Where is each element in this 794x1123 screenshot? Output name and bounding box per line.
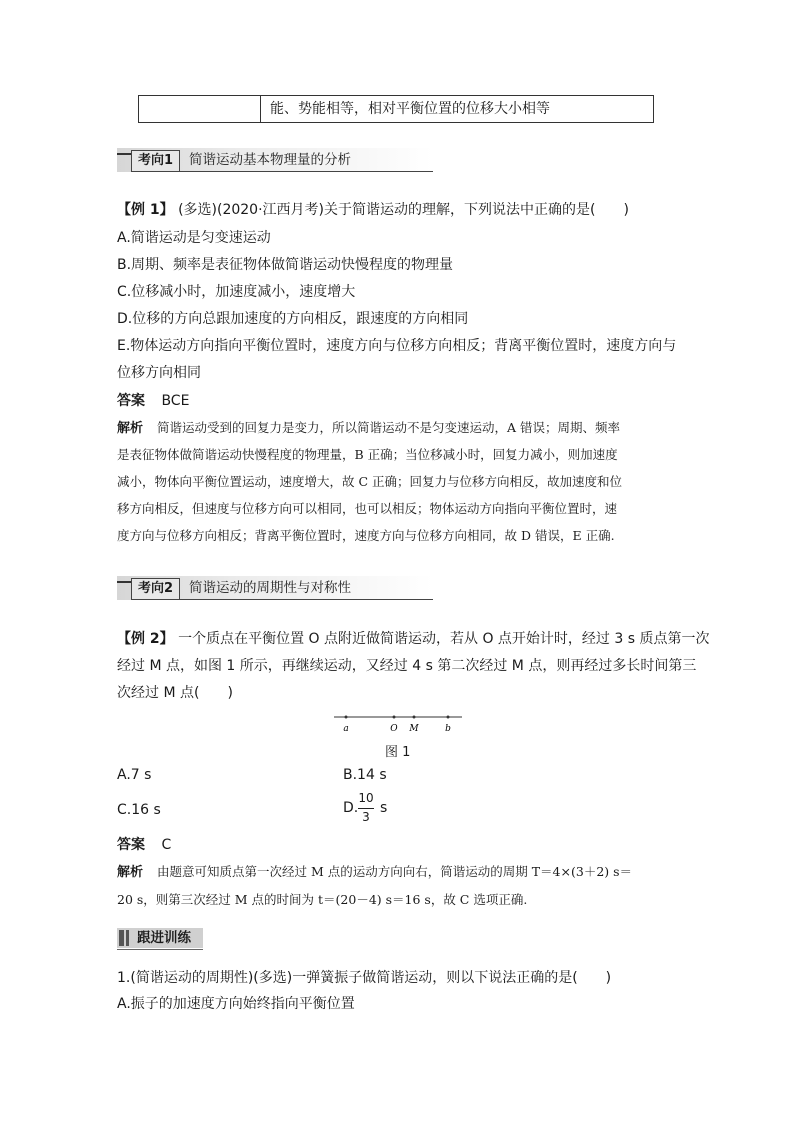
answer-label: 答案 [117,837,145,853]
example-1-question [117,200,629,220]
example-2-question [117,629,709,649]
option-a: A.7 s [117,767,152,783]
section-header-2 [117,576,433,602]
option-b: B.14 s [343,767,387,783]
section-header-bar [117,153,131,155]
followup-option-a: A.振子的加速度方向始终指向平衡位置 [117,996,355,1012]
solution-label: 解析 [117,421,144,436]
table-cell-text: 能、势能相等，相对平衡位置的位移大小相等 [270,101,550,117]
point-a-label: a [343,724,349,734]
fraction-numerator: 10 [358,791,374,805]
answer-row [117,835,171,855]
option-c: C.位移减小时，加速度减小，速度增大 [117,284,356,300]
section-tag: 考向1 [131,150,180,172]
followup-title: 跟进训练 [137,930,191,946]
option-d-unit: s [380,800,388,816]
point-a-marker [345,716,348,719]
point-o-marker [393,716,396,719]
followup-question-1: 1.(简谐运动的周期性)(多选)一弹簧振子做简谐运动，则以下说法正确的是( ) [117,970,612,986]
solution-line [117,418,620,439]
option-c: C.16 s [117,802,161,818]
question-text: 经过 M 点，如图 1 所示，再继续运动，又经过 4 s 第二次经过 M 点，则再经过多长时间第三 [117,658,697,674]
figure-caption: 图 1 [385,745,411,760]
section-title: 简谐运动的周期性与对称性 [189,580,351,596]
option-d-prefix: D. [343,800,359,816]
solution-line: 是表征物体做简谐运动快慢程度的物理量，B 正确；当位移减小时，回复力减小，则加速度 [117,447,618,462]
followup-bar-icon [126,930,129,946]
point-m-label: M [409,724,419,734]
followup-bar-icon [119,930,124,946]
point-b-marker [447,716,450,719]
option-d [343,790,403,830]
question-text: 次经过 M 点( ) [117,685,233,701]
fraction-denominator: 3 [362,810,370,824]
option-e-continued: 位移方向相同 [117,365,201,381]
answer-row [117,391,189,411]
point-b-label: b [445,724,451,734]
solution-line: 度方向与位移方向相反；背离平衡位置时，速度方向与位移方向相同，故 D 错误，E 正确. [117,528,615,543]
example-label: 【例 1】 [117,202,174,218]
followup-underline [117,949,203,950]
question-text: (多选)(2020·江西月考)关于简谐运动的理解，下列说法中正确的是( ) [178,202,629,218]
section-header-bar [117,581,131,583]
solution-line: 移方向相反，但速度与位移方向可以相同，也可以相反；物体运动方向指向平衡位置时，速 [117,501,618,516]
option-b: B.周期、频率是表征物体做简谐运动快慢程度的物理量 [117,257,454,273]
section-title: 简谐运动基本物理量的分析 [189,152,351,168]
point-o-label: O [390,724,398,734]
answer-value: BCE [161,393,190,409]
solution-line: 减小，物体向平衡位置运动，速度增大，故 C 正确；回复力与位移方向相反，故加速度和位 [117,474,623,489]
solution-text: 由题意可知质点第一次经过 M 点的运动方向向右，简谐运动的周期 T＝4×(3＋2) s＝ [157,864,633,879]
answer-label: 答案 [117,393,145,409]
fraction-bar [358,808,374,809]
option-d: D.位移的方向总跟加速度的方向相反，跟速度的方向相同 [117,311,469,327]
section-tag: 考向2 [131,578,180,600]
summary-table-row [138,95,654,123]
option-e: E.物体运动方向指向平衡位置时，速度方向与位移方向相反；背离平衡位置时，速度方向与 [117,338,677,354]
solution-label: 解析 [117,865,144,880]
solution-line: 20 s，则第三次经过 M 点的时间为 t＝(20－4) s＝16 s，故 C 选项正确. [117,892,528,907]
solution-line [117,862,632,883]
section-header-1 [117,148,433,174]
point-m-marker [413,716,416,719]
solution-text: 简谐运动受到的回复力是变力，所以简谐运动不是匀变速运动，A 错误；周期、频率 [157,420,621,435]
option-a: A.简谐运动是匀变速运动 [117,230,271,246]
table-cell-empty [139,96,261,122]
answer-value: C [161,837,172,853]
question-text: 一个质点在平衡位置 O 点附近做简谐运动，若从 O 点开始计时，经过 3 s 质点第一次 [178,631,710,647]
figure-1-number-line [330,710,470,736]
example-label: 【例 2】 [117,631,174,647]
followup-header [117,928,417,952]
